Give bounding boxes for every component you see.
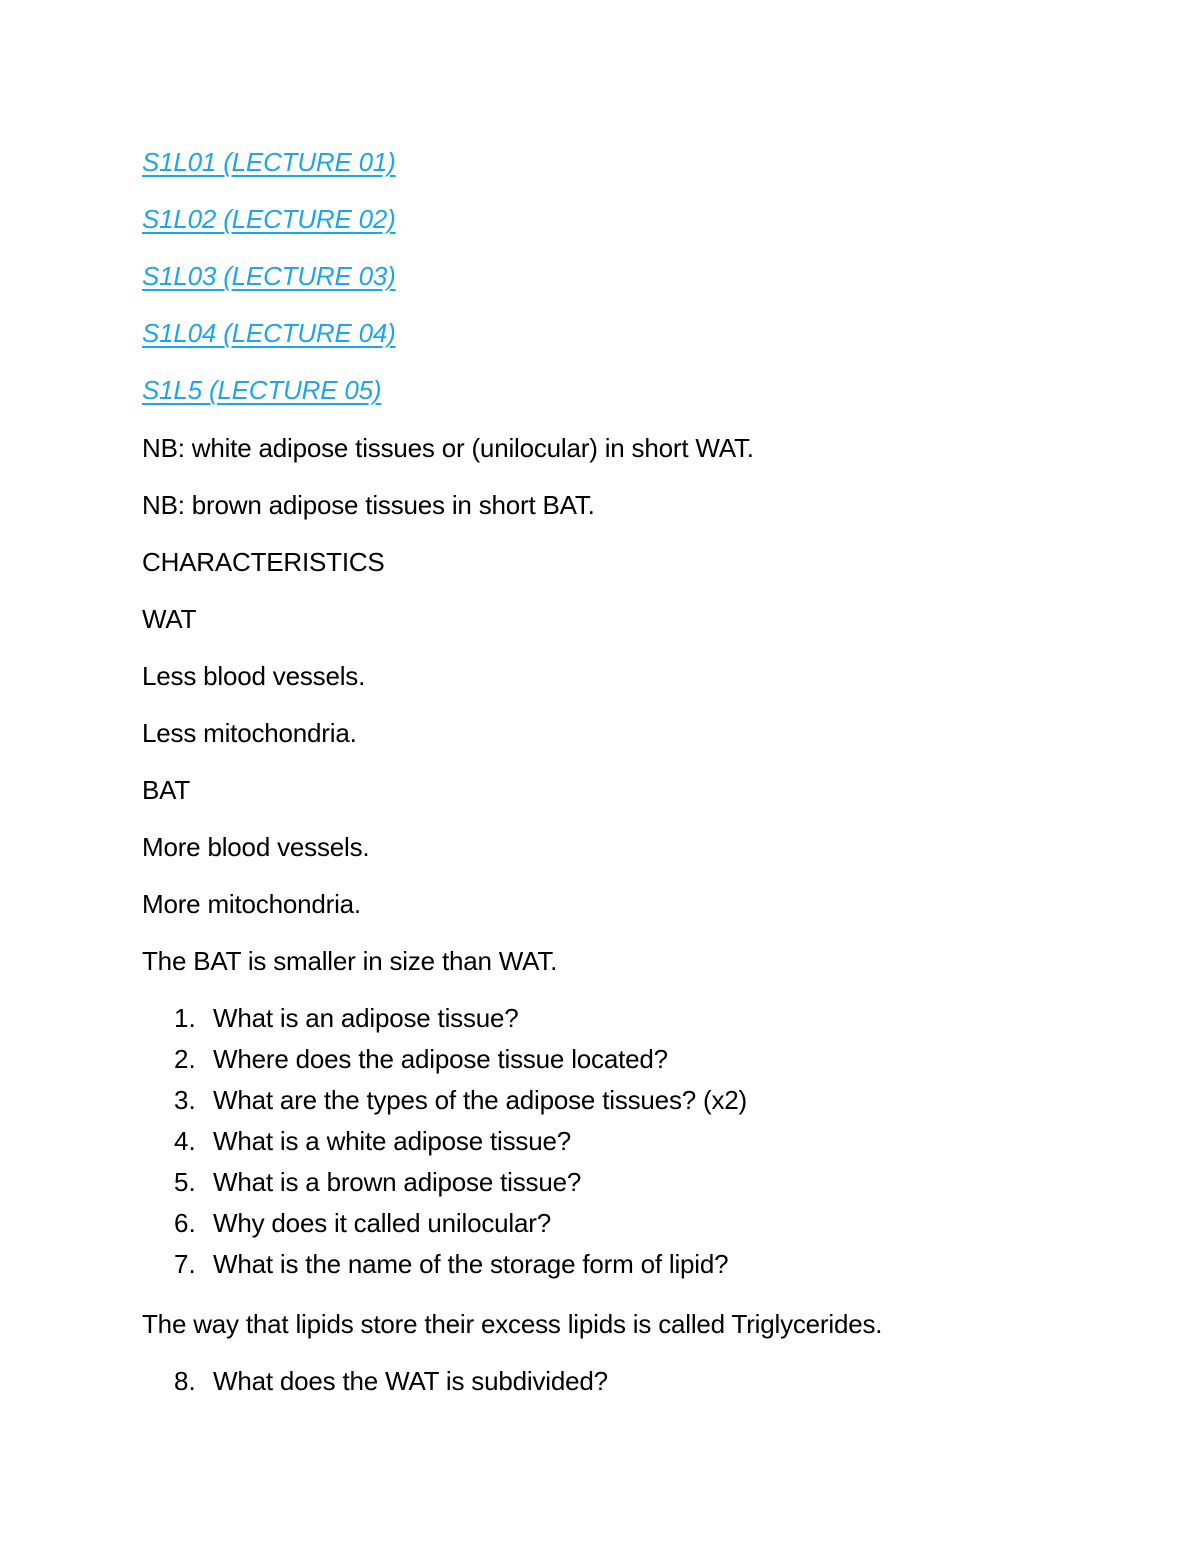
question-text: What is a white adipose tissue?	[213, 1126, 571, 1156]
question-text: What does the WAT is subdivided?	[213, 1366, 608, 1396]
question-text: Where does the adipose tissue located?	[213, 1044, 668, 1074]
question-number: 7.	[174, 1249, 196, 1279]
wat-note: NB: white adipose tissues or (unilocular) in short WAT.	[142, 433, 754, 463]
wat-label: WAT	[142, 604, 197, 634]
question-number: 2.	[174, 1044, 196, 1074]
question-number: 8.	[174, 1366, 196, 1396]
question-text: What is the name of the storage form of lipid?	[213, 1249, 729, 1279]
question-number: 1.	[174, 1003, 196, 1033]
lecture-04-link[interactable]: S1L04 (LECTURE 04)	[142, 318, 396, 348]
lecture-02-link[interactable]: S1L02 (LECTURE 02)	[142, 204, 396, 234]
bat-item: More mitochondria.	[142, 889, 361, 919]
question-number: 6.	[174, 1208, 196, 1238]
lecture-05-link[interactable]: S1L5 (LECTURE 05)	[142, 375, 382, 405]
question-text: What is an adipose tissue?	[213, 1003, 519, 1033]
question-number: 3.	[174, 1085, 196, 1115]
wat-item: Less mitochondria.	[142, 718, 357, 748]
bat-item: More blood vessels.	[142, 832, 370, 862]
triglycerides-note: The way that lipids store their excess lipids is called Triglycerides.	[142, 1309, 883, 1339]
question-text: Why does it called unilocular?	[213, 1208, 551, 1238]
lecture-03-link[interactable]: S1L03 (LECTURE 03)	[142, 261, 396, 291]
wat-item: Less blood vessels.	[142, 661, 366, 691]
question-text: What are the types of the adipose tissues? (x2)	[213, 1085, 747, 1115]
bat-note: NB: brown adipose tissues in short BAT.	[142, 490, 595, 520]
comparison-text: The BAT is smaller in size than WAT.	[142, 946, 558, 976]
characteristics-heading: CHARACTERISTICS	[142, 547, 385, 577]
bat-label: BAT	[142, 775, 191, 805]
question-number: 4.	[174, 1126, 196, 1156]
question-number: 5.	[174, 1167, 196, 1197]
question-text: What is a brown adipose tissue?	[213, 1167, 582, 1197]
lecture-01-link[interactable]: S1L01 (LECTURE 01)	[142, 147, 396, 177]
